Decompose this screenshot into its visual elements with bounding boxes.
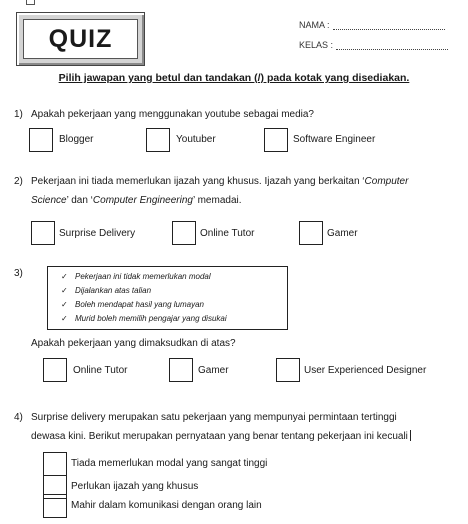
q2-option-2-label: Online Tutor [200,228,255,239]
quiz-title-frame [16,12,145,66]
description-item: ✓ Pekerjaan ini tidak memerlukan modal [74,270,287,284]
description-item: ✓ Boleh mendapat hasil yang lumayan [74,298,287,312]
question-text: ’ memadai. [192,195,242,206]
q1-option-1-label: Blogger [59,134,94,145]
question-text: Apakah pekerjaan yang menggunakan youtube sebagai media? [31,109,314,120]
question-3-text: Apakah pekerjaan yang dimaksudkan di atas? [31,338,236,349]
kelas-blank[interactable] [336,40,448,50]
q2-option-3-checkbox[interactable] [299,221,323,245]
q2-option-1-label: Surprise Delivery [59,228,136,239]
description-box [47,266,288,330]
question-text-italic: Computer Engineering [92,195,193,206]
q2-option-1-checkbox[interactable] [31,221,55,245]
instruction: Pilih jawapan yang betul dan tandakan (/) pada kotak yang disediakan. [58,72,410,84]
kelas-label: KELAS : [299,40,334,50]
q4-statement-2-label: Perlukan ijazah yang khusus [71,481,199,492]
question-number: 4) [14,412,23,423]
q4-statement-3-label: Mahir dalam komunikasi dengan orang lain [71,500,262,511]
quiz-title: QUIZ [23,19,138,59]
nama-blank[interactable] [333,20,445,30]
check-icon: ✓ [61,272,68,281]
question-text-italic: Computer [364,176,409,187]
q3-option-2-checkbox[interactable] [169,358,193,382]
q1-option-2-label: Youtuber [176,134,216,145]
description-item: ✓ Dijalankan atas talian [74,284,287,298]
nama-field[interactable] [299,20,445,30]
q3-option-1-label: Online Tutor [73,365,128,376]
question-number: 1) [14,109,23,120]
check-icon: ✓ [61,300,68,309]
description-item: ✓ Murid boleh memilih pengajar yang disukai [74,312,287,326]
question-3-number: 3) [14,268,23,279]
question-text-italic: Science [31,195,67,206]
q1-option-3-checkbox[interactable] [264,128,288,152]
q2-option-2-checkbox[interactable] [172,221,196,245]
q4-statement-3-checkbox[interactable] [43,494,67,518]
question-2 [14,172,408,210]
q3-option-1-checkbox[interactable] [43,358,67,382]
corner-checkbox [26,0,35,5]
q3-option-3-checkbox[interactable] [276,358,300,382]
q4-statement-1-checkbox[interactable] [43,452,67,476]
check-icon: ✓ [61,286,68,295]
question-number: 2) [14,176,23,187]
question-text: dewasa kini. Berikut merupakan pernyataan yang benar tentang pekerjaan ini kecuali [31,431,408,442]
q4-statement-1-label: Tiada memerlukan modal yang sangat tinggi [71,458,268,469]
check-icon: ✓ [61,314,68,323]
q1-option-3-label: Software Engineer [293,134,376,145]
question-text: ’ dan ‘ [66,195,93,206]
text-cursor [410,430,411,441]
q3-option-3-label: User Experienced Designer [304,365,427,376]
question-text: Surprise delivery merupakan satu pekerjaan yang mempunyai permintaan tertinggi [31,412,397,423]
nama-label: NAMA : [299,20,330,30]
q1-option-1-checkbox[interactable] [29,128,53,152]
q2-option-3-label: Gamer [327,228,358,239]
question-text: Pekerjaan ini tiada memerlukan ijazah yang khusus. Ijazah yang berkaitan ‘ [31,176,365,187]
q1-option-2-checkbox[interactable] [146,128,170,152]
question-4 [14,408,411,446]
question-1 [14,105,314,124]
kelas-field[interactable] [299,40,448,50]
q3-option-2-label: Gamer [198,365,229,376]
